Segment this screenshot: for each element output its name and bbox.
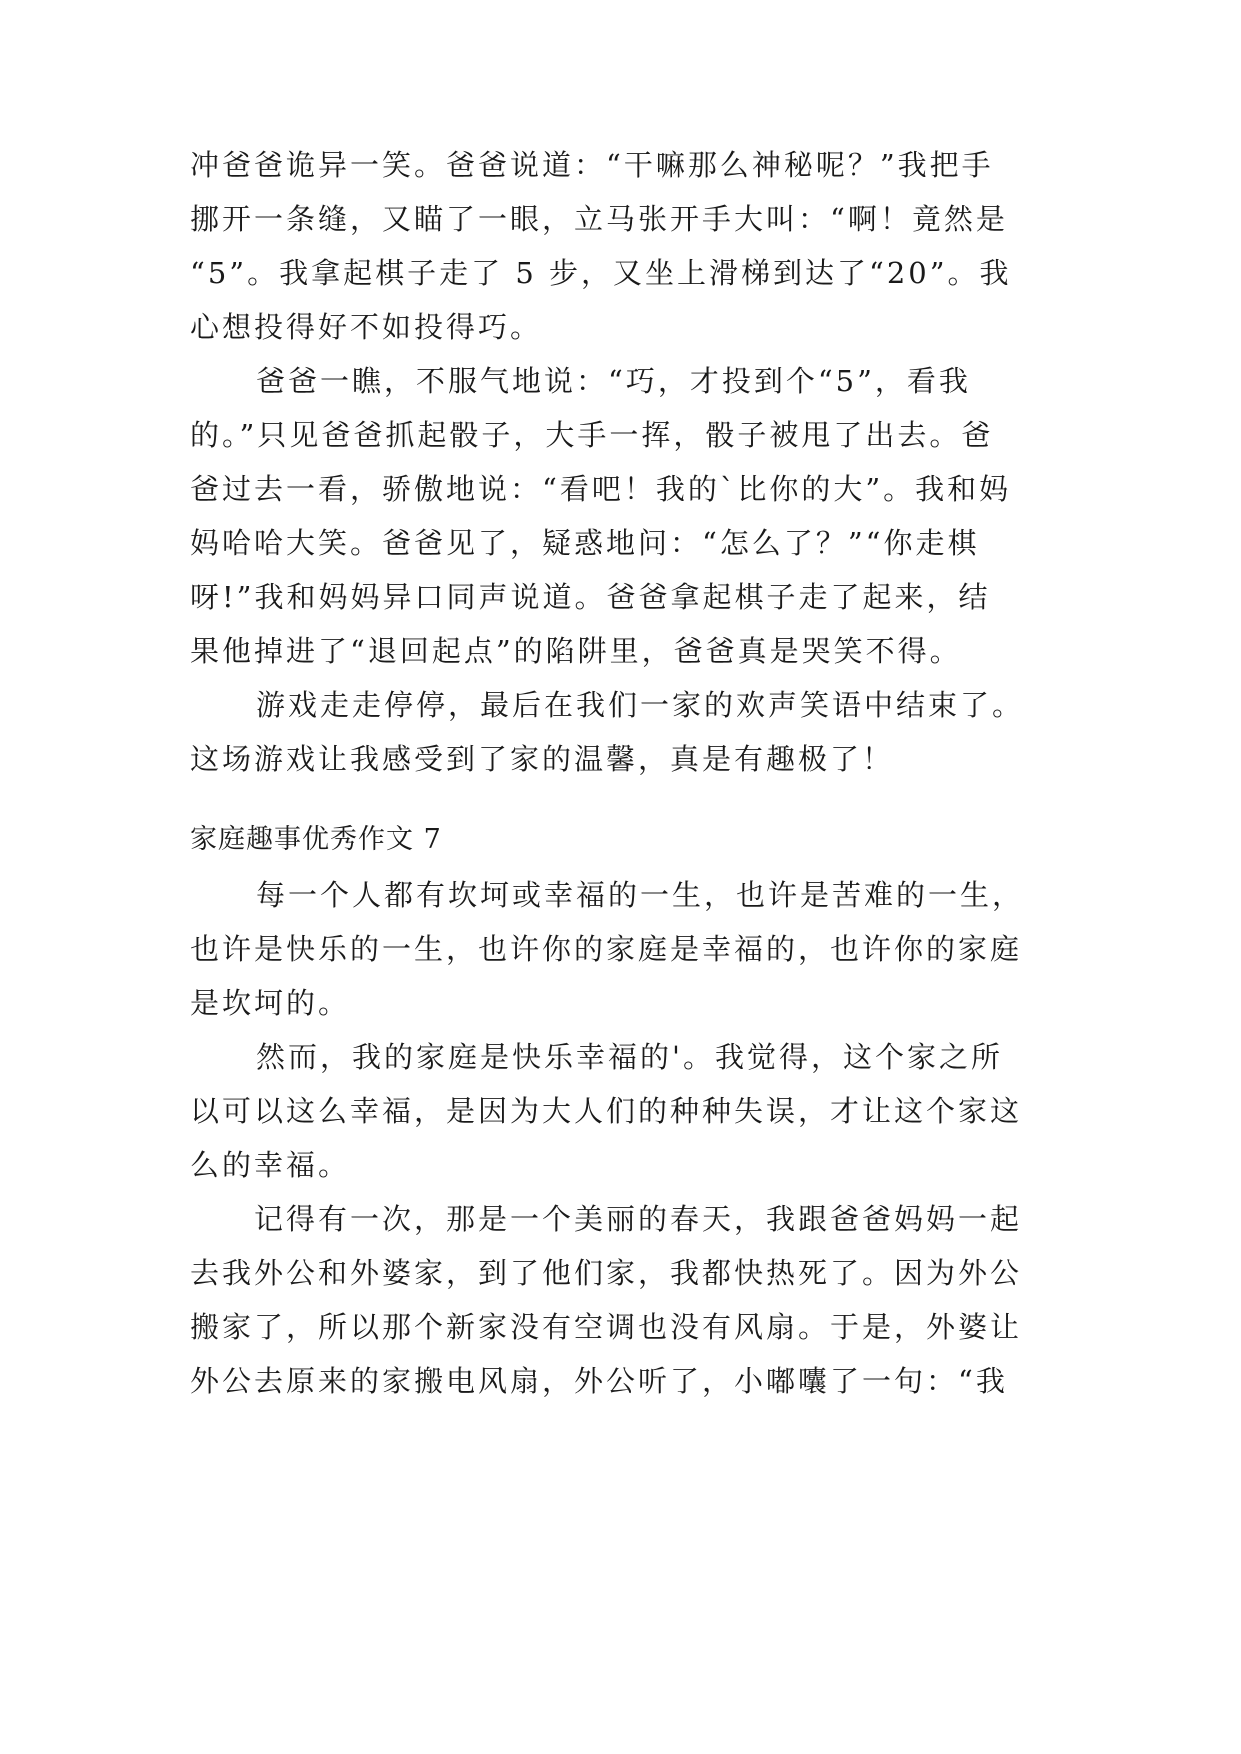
text-line: 游戏走走停停，最后在我们一家的欢声笑语中结束了。 — [256, 688, 1025, 722]
essay-heading-block — [190, 813, 1070, 867]
text-line: 是坎坷的。 — [190, 986, 351, 1020]
text-line: 呀!”我和妈妈异口同声说道。爸爸拿起棋子走了起来，结 — [190, 580, 991, 614]
text-line: 每一个人都有坎坷或幸福的一生，也许是苦难的一生， — [256, 878, 1025, 912]
text-line: 么的幸福。 — [190, 1148, 351, 1182]
text-line: 心想投得好不如投得巧。 — [190, 310, 543, 344]
text-line: 记得有一次，那是一个美丽的春天，我跟爸爸妈妈一起 — [254, 1202, 1023, 1236]
text-line: 爸爸一瞧，不服气地说：“巧，才投到个“5”，看我 — [256, 364, 971, 398]
paragraph-dad-rolls — [190, 354, 1070, 678]
text-line: 搬家了，所以那个新家没有空调也没有风扇。于是，外婆让 — [190, 1310, 1023, 1344]
text-line: “5”。我拿起棋子走了 5 步，又坐上滑梯到达了“20”。我 — [190, 256, 1012, 290]
text-line: 以可以这么幸福，是因为大人们的种种失误，才让这个家这 — [190, 1094, 1023, 1128]
text-line: 冲爸爸诡异一笑。爸爸说道：“干嘛那么神秘呢？”我把手 — [190, 148, 994, 182]
text-line: 果他掉进了“退回起点”的陷阱里，爸爸真是哭笑不得。 — [190, 634, 962, 668]
text-line: 爸过去一看，骄傲地说：“看吧！我的`比你的大”。我和妈 — [190, 472, 1012, 506]
text-line: 去我外公和外婆家，到了他们家，我都快热死了。因为外公 — [190, 1256, 1023, 1290]
text-line: 这场游戏让我感受到了家的温馨，真是有趣极了！ — [190, 742, 895, 776]
text-line: 也许是快乐的一生，也许你的家庭是幸福的，也许你的家庭 — [190, 932, 1023, 966]
paragraph-memory — [190, 1192, 1070, 1408]
text-line: 挪开一条缝，又瞄了一眼，立马张开手大叫：“啊！竟然是 — [190, 202, 1008, 236]
essay-title: 家庭趣事优秀作文 7 — [190, 824, 442, 855]
paragraph-happy-family — [190, 1030, 1070, 1192]
paragraph-continuation — [190, 138, 1070, 354]
text-line: 外公去原来的家搬电风扇，外公听了，小嘟囔了一句：“我 — [190, 1364, 1008, 1398]
text-line: 妈哈哈大笑。爸爸见了，疑惑地问：“怎么了？”“你走棋 — [190, 526, 980, 560]
paragraph-intro — [190, 868, 1070, 1030]
paragraph-game-ending — [190, 678, 1070, 786]
text-line: 然而，我的家庭是快乐幸福的'。我觉得，这个家之所 — [256, 1040, 1003, 1074]
text-line: 的。”只见爸爸抓起骰子，大手一挥，骰子被甩了出去。爸 — [190, 418, 994, 452]
